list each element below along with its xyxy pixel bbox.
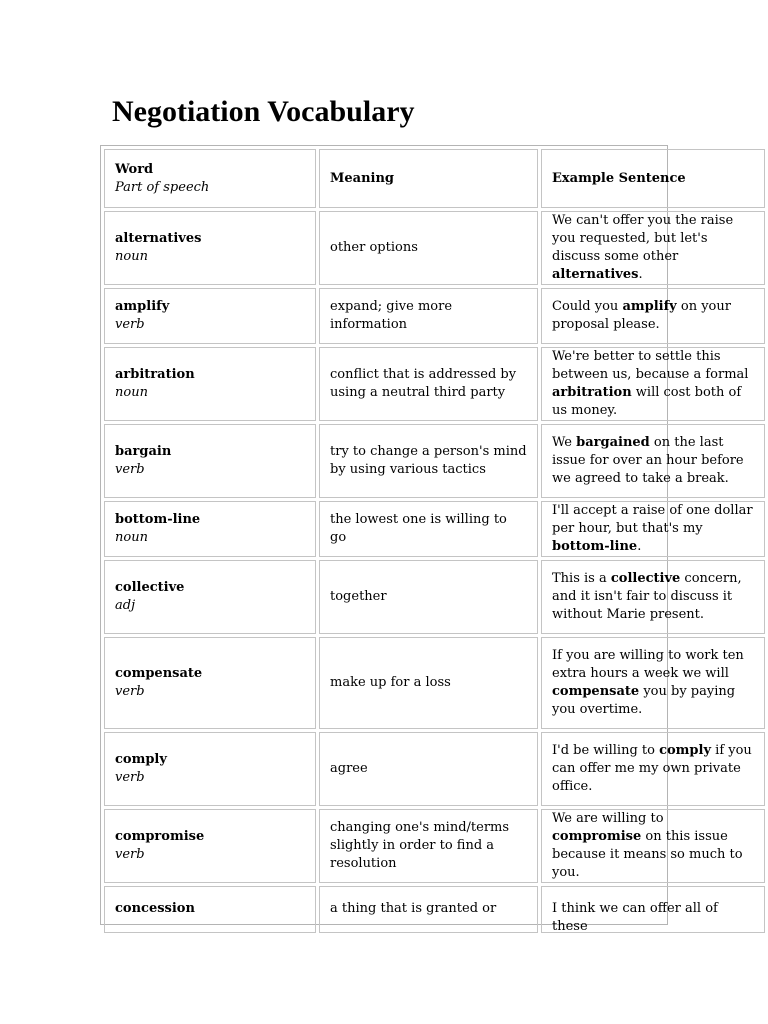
meaning-text: agree bbox=[330, 761, 368, 776]
header-meaning: Meaning bbox=[330, 170, 395, 186]
meaning-text: a thing that is granted or bbox=[330, 901, 497, 916]
meaning-text: changing one's mind/terms slightly in order to find a resolution bbox=[330, 820, 510, 871]
word-cell bbox=[104, 637, 316, 729]
word-cell bbox=[104, 347, 316, 421]
example-text-before: We are willing to bbox=[552, 811, 664, 826]
table-row bbox=[101, 729, 752, 806]
example-text-before: We're better to settle this between us, because a formal bbox=[552, 349, 749, 382]
header-example-cell bbox=[541, 149, 765, 208]
vocab-word: amplify bbox=[115, 299, 170, 314]
meaning-text: the lowest one is willing to go bbox=[330, 512, 507, 545]
part-of-speech: verb bbox=[115, 684, 145, 699]
meaning-text: conflict that is addressed by using a neutral third party bbox=[330, 367, 517, 400]
meaning-cell bbox=[319, 347, 538, 421]
example-cell bbox=[541, 637, 765, 729]
part-of-speech: noun bbox=[115, 385, 148, 400]
example-sentence bbox=[552, 502, 754, 556]
header-example-sentence: Example Sentence bbox=[552, 170, 686, 186]
part-of-speech: adj bbox=[115, 598, 136, 613]
example-text-after: on this issue because it means so much to you. bbox=[552, 829, 743, 880]
header-part-of-speech: Part of speech bbox=[115, 179, 210, 195]
example-keyword: arbitration bbox=[552, 385, 632, 400]
example-cell bbox=[541, 732, 765, 806]
part-of-speech: verb bbox=[115, 847, 145, 862]
example-keyword: amplify bbox=[622, 299, 677, 314]
table-row bbox=[101, 557, 742, 634]
example-keyword: compensate bbox=[552, 684, 640, 699]
meaning-cell bbox=[319, 732, 538, 806]
meaning-cell bbox=[319, 424, 538, 498]
example-sentence bbox=[552, 434, 754, 488]
example-text-before: I'd be willing to bbox=[552, 743, 660, 758]
meaning-cell bbox=[319, 809, 538, 883]
example-keyword: bottom-line bbox=[552, 539, 638, 554]
example-text-after: on your proposal please. bbox=[552, 299, 731, 332]
meaning-text: try to change a person's mind by using various tactics bbox=[330, 444, 527, 477]
part-of-speech: noun bbox=[115, 530, 148, 545]
part-of-speech: noun bbox=[115, 249, 148, 264]
example-cell bbox=[541, 424, 765, 498]
table-row bbox=[101, 421, 744, 498]
example-text-after: . bbox=[638, 267, 643, 282]
example-text-before: I'll accept a raise of one dollar per hour, but that's my bbox=[552, 503, 753, 536]
header-word-cell bbox=[104, 149, 316, 208]
meaning-cell bbox=[319, 560, 538, 634]
example-text-after: on the last issue for over an hour before we agreed to take a break. bbox=[552, 435, 744, 486]
example-text-before: This is a bbox=[552, 571, 611, 586]
part-of-speech: verb bbox=[115, 462, 145, 477]
word-cell bbox=[104, 211, 316, 285]
meaning-cell bbox=[319, 886, 538, 933]
example-sentence bbox=[552, 570, 754, 624]
vocabulary-table bbox=[100, 145, 753, 934]
vocab-word: alternatives bbox=[115, 231, 202, 246]
word-cell bbox=[104, 424, 316, 498]
vocab-word: concession bbox=[115, 901, 195, 916]
table-row bbox=[101, 806, 743, 883]
example-text-before: I think we can offer all of these bbox=[552, 901, 718, 934]
vocab-word: bargain bbox=[115, 444, 172, 459]
example-text-after: will cost both of us money. bbox=[552, 385, 742, 418]
example-text-before: Could you bbox=[552, 299, 623, 314]
vocab-word: bottom-line bbox=[115, 512, 201, 527]
example-text-before: We bbox=[552, 435, 577, 450]
example-sentence bbox=[552, 647, 754, 719]
example-cell bbox=[541, 560, 765, 634]
example-text-after: if you can offer me my own private office. bbox=[552, 743, 752, 794]
example-text-before: We can't offer you the raise you requested, but let's discuss some other bbox=[552, 213, 734, 264]
example-sentence bbox=[552, 900, 754, 936]
meaning-text: together bbox=[330, 589, 387, 604]
word-cell bbox=[104, 809, 316, 883]
example-text-after: . bbox=[637, 539, 642, 554]
header-meaning-cell bbox=[319, 149, 538, 208]
vocab-word: compensate bbox=[115, 666, 203, 681]
example-sentence bbox=[552, 810, 754, 882]
vocab-word: collective bbox=[115, 580, 185, 595]
table-row bbox=[101, 498, 753, 557]
vocab-word: arbitration bbox=[115, 367, 195, 382]
example-text-after: concern, and it isn't fair to discuss it without Marie present. bbox=[552, 571, 742, 622]
meaning-cell bbox=[319, 501, 538, 557]
meaning-cell bbox=[319, 211, 538, 285]
word-cell bbox=[104, 886, 316, 933]
meaning-text: make up for a loss bbox=[330, 675, 451, 690]
table-row bbox=[101, 208, 734, 285]
meaning-cell bbox=[319, 637, 538, 729]
vocab-word: compromise bbox=[115, 829, 205, 844]
example-sentence bbox=[552, 298, 754, 334]
header-word: Word bbox=[115, 161, 154, 177]
table-header-row bbox=[101, 146, 686, 208]
example-cell bbox=[541, 211, 765, 285]
vocab-word: comply bbox=[115, 752, 167, 767]
part-of-speech: verb bbox=[115, 317, 145, 332]
example-text-after: you by paying you overtime. bbox=[552, 684, 736, 717]
table-row bbox=[101, 883, 718, 934]
word-cell bbox=[104, 288, 316, 344]
meaning-text: expand; give more information bbox=[330, 299, 453, 332]
example-cell bbox=[541, 347, 765, 421]
table-row bbox=[101, 285, 731, 344]
table-row bbox=[101, 634, 744, 729]
example-cell bbox=[541, 809, 765, 883]
word-cell bbox=[104, 501, 316, 557]
example-cell bbox=[541, 288, 765, 344]
word-cell bbox=[104, 732, 316, 806]
example-cell bbox=[541, 501, 765, 557]
meaning-cell bbox=[319, 288, 538, 344]
example-keyword: collective bbox=[610, 571, 681, 586]
example-text-before: If you are willing to work ten extra hours a week we will bbox=[552, 648, 744, 681]
example-cell bbox=[541, 886, 765, 933]
example-keyword: compromise bbox=[552, 829, 642, 844]
example-sentence bbox=[552, 348, 754, 420]
part-of-speech: verb bbox=[115, 770, 145, 785]
meaning-text: other options bbox=[330, 240, 418, 255]
example-sentence bbox=[552, 212, 754, 284]
table-row bbox=[101, 344, 749, 421]
page-title: Negotiation Vocabulary bbox=[112, 95, 415, 128]
word-cell bbox=[104, 560, 316, 634]
example-keyword: bargained bbox=[576, 435, 650, 450]
example-keyword: alternatives bbox=[552, 267, 639, 282]
example-sentence bbox=[552, 742, 754, 796]
example-keyword: comply bbox=[659, 743, 712, 758]
